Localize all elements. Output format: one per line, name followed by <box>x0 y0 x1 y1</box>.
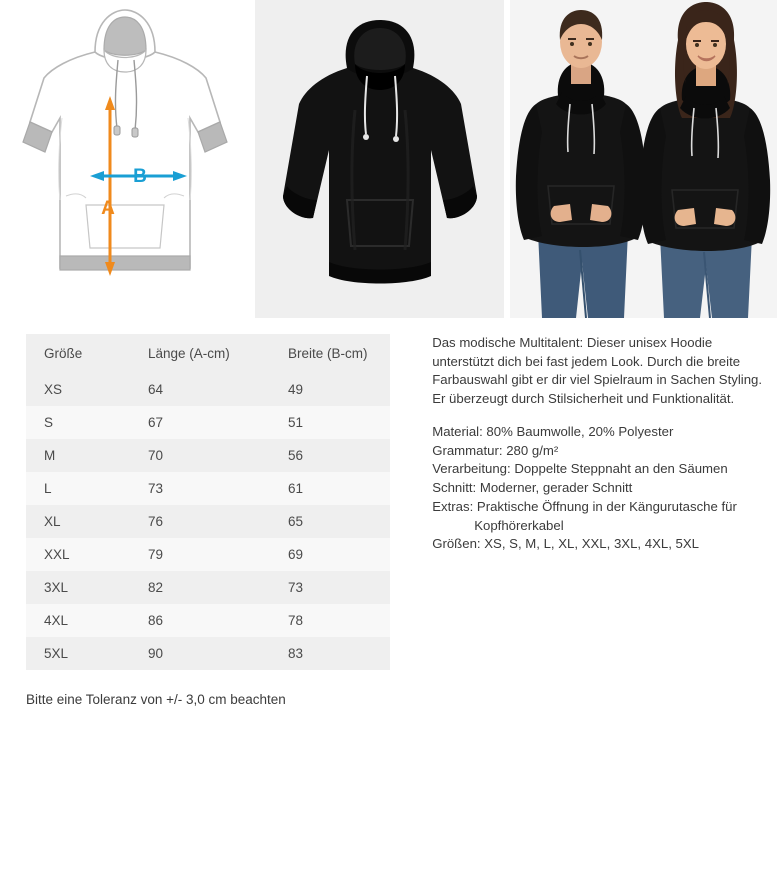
spec-sizes: Größen: XS, S, M, L, XL, XXL, 3XL, 4XL, 5XL <box>432 536 700 552</box>
cell-width: 51 <box>270 406 390 439</box>
cell-size: XS <box>26 373 130 406</box>
table-row <box>26 637 390 670</box>
column-header-width: Breite (B-cm) <box>270 334 390 373</box>
cell-width: 49 <box>270 373 390 406</box>
table-row <box>26 439 390 472</box>
measurement-a-label: A <box>101 198 115 219</box>
cell-length: 70 <box>130 439 270 472</box>
cell-width: 73 <box>270 571 390 604</box>
technical-drawing-panel <box>0 0 249 318</box>
spec-weight: Grammatur: 280 g/m² <box>432 442 559 458</box>
product-image-gallery <box>0 0 777 318</box>
spec-extras: Extras: Praktische Öffnung in der Kängurutasche für <box>432 498 737 514</box>
tolerance-note: Bitte eine Toleranz von +/- 3,0 cm beachten <box>26 692 286 707</box>
cell-width: 61 <box>270 472 390 505</box>
table-row <box>26 505 390 538</box>
cell-length: 76 <box>130 505 270 538</box>
cell-size: L <box>26 472 130 505</box>
cell-size: XL <box>26 505 130 538</box>
cell-width: 56 <box>270 439 390 472</box>
table-header-row <box>26 334 390 373</box>
spec-cut: Schnitt: Moderner, gerader Schnitt <box>432 480 633 496</box>
models-photo-panel <box>510 0 777 318</box>
cell-size: XXL <box>26 538 130 571</box>
cell-length: 90 <box>130 637 270 670</box>
cell-length: 67 <box>130 406 270 439</box>
table-row <box>26 373 390 406</box>
measurement-b-label: B <box>133 166 147 187</box>
table-row <box>26 571 390 604</box>
column-header-length: Länge (A-cm) <box>130 334 270 373</box>
size-chart-table <box>26 334 390 670</box>
cell-length: 82 <box>130 571 270 604</box>
cell-size: 3XL <box>26 571 130 604</box>
description-intro: Das modische Multitalent: Dieser unisex Hoodie unterstützt dich bei fast jedem Look. Durch die breite Farbauswahl gibt er dir viel Spielraum in Sachen Styling. Er überzeugt durch Stilsicherheit und Funktionalität. <box>432 335 763 407</box>
cell-size: 4XL <box>26 604 130 637</box>
cell-length: 64 <box>130 373 270 406</box>
details-section <box>0 334 777 670</box>
product-description <box>432 334 777 670</box>
table-row <box>26 472 390 505</box>
hoodie-technical-drawing-icon <box>0 0 249 318</box>
cell-size: S <box>26 406 130 439</box>
spec-extras-continued: Kopfhörerkabel <box>474 517 564 533</box>
cell-width: 65 <box>270 505 390 538</box>
column-header-size: Größe <box>26 334 130 373</box>
cell-size: 5XL <box>26 637 130 670</box>
cell-length: 86 <box>130 604 270 637</box>
spec-material: Material: 80% Baumwolle, 20% Polyester <box>432 423 674 439</box>
cell-length: 73 <box>130 472 270 505</box>
cell-size: M <box>26 439 130 472</box>
black-hoodie-photo <box>255 0 504 318</box>
table-row <box>26 406 390 439</box>
spec-processing: Verarbeitung: Doppelte Steppnaht an den Säumen <box>432 461 728 477</box>
cell-length: 79 <box>130 538 270 571</box>
cell-width: 78 <box>270 604 390 637</box>
cell-width: 69 <box>270 538 390 571</box>
models-wearing-hoodies-photo <box>510 0 777 318</box>
cell-width: 83 <box>270 637 390 670</box>
size-chart-container <box>26 334 410 670</box>
table-row <box>26 604 390 637</box>
table-row <box>26 538 390 571</box>
product-photo-panel <box>255 0 504 318</box>
